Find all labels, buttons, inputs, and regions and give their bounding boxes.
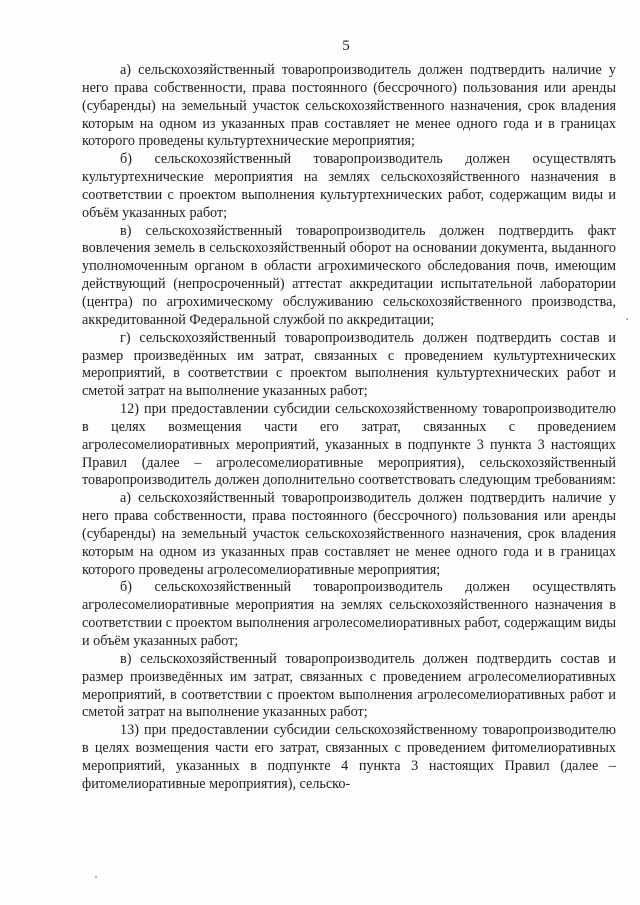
paragraph-11g: г) сельскохозяйственный товаропроизводитель должен подтвердить состав и размер произведённых им затрат, связанных с проведением культуртехнических мероприятий, в соответствии с проектом выполнения культуртехнических работ и сметой затрат на выполнение указанных работ;: [82, 329, 616, 400]
paragraph-11b: б) сельскохозяйственный товаропроизводитель должен осуществлять культуртехнические мероприятия на землях сельскохозяйственного назначения в соответствии с проектом выполнения культуртехнических работ, содержащим виды и объём указанных работ;: [82, 151, 616, 221]
paragraph-12a: а) сельскохозяйственный товаропроизводитель должен подтвердить наличие у него права собственности, права постоянного (бессрочного) пользования или аренды (субаренды) на земельный участок сельскохозяйственного назначения, срок владения которым на одном из указанных прав составляет не менее одного года и в границах которого проведены агролесомелиоративные мероприятия;: [82, 490, 616, 578]
paragraph-12b: б) сельскохозяйственный товаропроизводитель должен осуществлять агролесомелиоративные мероприятия на землях сельскохозяйственного назначения в соответствии с проектом выполнения агролесомелиоративных работ, содержащим виды и объём указанных работ;: [82, 579, 616, 649]
paragraph-13: 13) при предоставлении субсидии сельскохозяйственному товаропроизводителю в целях возмещения части его затрат, связанных с проведением фитомелиоративных мероприятий, указанных в подпункте 4 пункта 3 настоящих Правил (далее – фитомелиоративные мероприятия), сельско-: [82, 722, 616, 792]
paragraph-12v: в) сельскохозяйственный товаропроизводитель должен подтвердить состав и размер произведённых им затрат, связанных с проведением агролесомелиоративных мероприятий, в соответствии с проектом выполнения агролесомелиоративных работ и сметой затрат на выполнение указанных работ;: [82, 650, 616, 721]
scan-speck: [95, 876, 97, 878]
page-number: 5: [342, 38, 350, 54]
paragraph-12: 12) при предоставлении субсидии сельскохозяйственному товаропроизводителю в целях возмещения части его затрат, связанных с проведением агролесомелиоративных мероприятий, указанных в подпункте 3 пункта 3 настоящих Правил (далее – агролесомелиоративные мероприятия), сельскохозяйственный товаропроизводитель должен дополнительно соответствовать следующим требованиям:: [82, 401, 616, 489]
paragraph-11a: а) сельскохозяйственный товаропроизводитель должен подтвердить наличие у него права собственности, права постоянного (бессрочного) пользования или аренды (субаренды) на земельный участок сельскохозяйственного назначения, срок владения которым на одном из указанных прав составляет не менее одного года и в границах которого проведены культуртехнические мероприятия;: [82, 62, 616, 150]
document-body: [82, 62, 616, 794]
scan-speck: [626, 318, 628, 320]
paragraph-11v: в) сельскохозяйственный товаропроизводитель должен подтвердить факт вовлечения земель в сельскохозяйственный оборот на основании документа, выданного уполномоченным органом в области агрохимического обследования почв, имеющим действующий (непросроченный) аттестат аккредитации испытательной лаборатории (центра) по агрохимическому обслуживанию сельскохозяйственного производства, аккредитованной Федеральной службой по аккредитации;: [82, 222, 616, 328]
